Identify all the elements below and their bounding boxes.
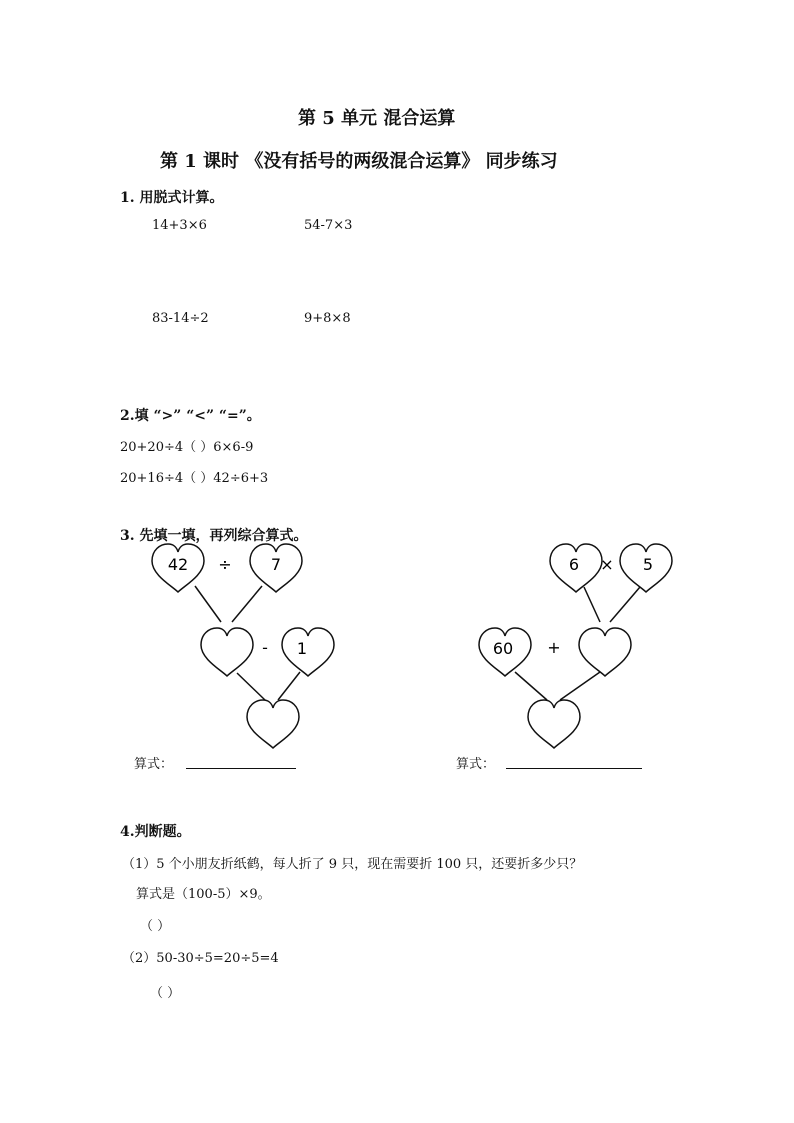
q4-item-2: （2）50-30÷5=20÷5=4 — [122, 951, 279, 966]
left-formula-line[interactable] — [186, 768, 296, 769]
left-op-1: ÷ — [218, 555, 232, 574]
q4-label: 4.判断题。 — [120, 824, 191, 840]
q1-expr-1: 14+3×6 — [152, 218, 207, 233]
lesson-title: 第 1 课时 《没有括号的两级混合运算》 同步练习 — [160, 151, 558, 172]
heart-diagrams — [0, 530, 794, 750]
q4-item-1-formula: 算式是（100-5）×9。 — [136, 887, 271, 902]
heart-right-mid[interactable] — [579, 628, 631, 676]
q1-expr-3: 83-14÷2 — [152, 311, 209, 326]
right-diagram — [479, 544, 672, 748]
q2-label: 2.填 “>” “<” “=”。 — [120, 408, 261, 424]
left-num-a: 42 — [167, 555, 189, 574]
heart-right-result[interactable] — [528, 700, 580, 748]
left-diagram — [152, 544, 334, 748]
right-num-b: 5 — [642, 555, 654, 574]
right-num-a: 6 — [568, 555, 580, 574]
heart-left-c — [282, 628, 334, 676]
q2-row-2[interactable]: 20+16÷4（ ）42÷6+3 — [120, 471, 269, 486]
unit-title: 第 5 单元 混合运算 — [298, 108, 456, 129]
q3-label: 3. 先填一填，再列综合算式。 — [120, 528, 308, 544]
left-op-2: - — [262, 638, 268, 657]
right-op-1: × — [600, 555, 614, 574]
left-num-b: 7 — [270, 555, 282, 574]
right-op-2: + — [547, 638, 561, 657]
q4-item-2-answer[interactable]: （ ） — [150, 986, 181, 1001]
q4-item-1-answer[interactable]: （ ） — [140, 919, 171, 934]
q1-expr-4: 9+8×8 — [304, 311, 351, 326]
right-num-c: 60 — [492, 639, 514, 658]
left-num-c: 1 — [296, 639, 308, 658]
q1-expr-2: 54-7×3 — [304, 218, 353, 233]
left-formula-label: 算式： — [134, 757, 174, 772]
heart-left-mid[interactable] — [201, 628, 253, 676]
q1-label: 1. 用脱式计算。 — [120, 190, 224, 206]
q4-item-1: （1）5 个小朋友折纸鹤，每人折了 9 只，现在需要折 100 只，还要折多少只？ — [122, 857, 583, 872]
heart-left-result[interactable] — [247, 700, 299, 748]
q2-row-1[interactable]: 20+20÷4（ ）6×6-9 — [120, 440, 254, 455]
right-formula-label: 算式： — [456, 757, 496, 772]
right-formula-line[interactable] — [506, 768, 642, 769]
